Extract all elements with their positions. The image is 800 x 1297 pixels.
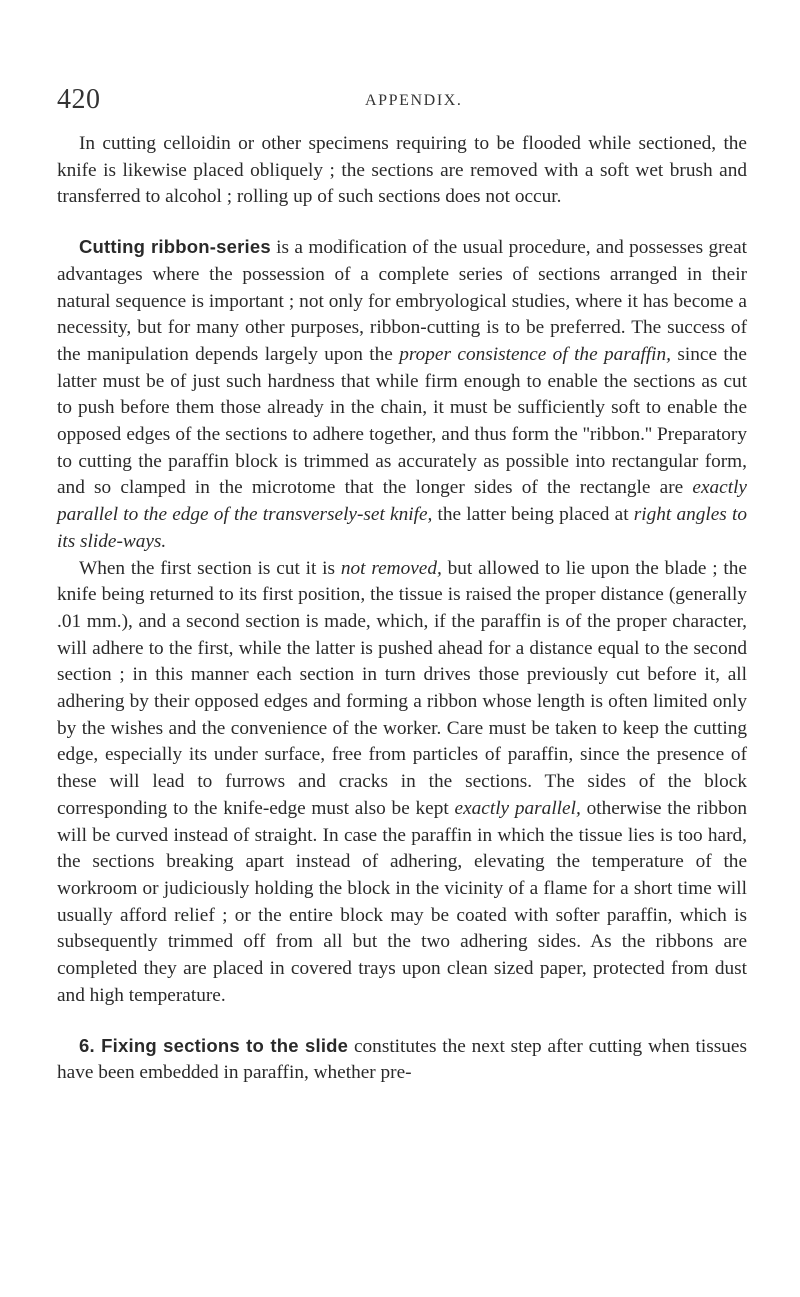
body-text <box>57 131 747 1087</box>
paragraph-text: is a modification of the usual procedure, and possesses great advantages where the possession of a complete series of sections arranged in their natural sequence is important ; not only for embryological studies, where it has become a necessity, but for many other purposes, ribbon-cutting is to be preferred. The success of the manipulation depends largely upon the <box>57 237 747 365</box>
paragraph-ribbon-series <box>57 234 747 555</box>
paragraph-text: the latter being placed at <box>432 504 634 526</box>
paragraph-text: since the latter must be of just such hardness that while firm enough to enable the sections as cut to push before them those already in the chain, it must be sufficiently soft to enable the opposed edges of the sections to adhere together, and thus form the ''ribbon.'' Preparatory to cutting the paraffin block is trimmed as accurately as possible into rectangular form, and so clamped in the microtome that the longer sides of the rectangle are <box>57 343 747 499</box>
emphasis-text: not removed, <box>340 557 442 579</box>
paragraph-text: constitutes the next step after cutting when tissues have been embedded in paraffin, whether pre- <box>57 1035 747 1084</box>
emphasis-text: exactly parallel, <box>454 797 581 819</box>
running-head: APPENDIX. <box>365 92 463 109</box>
section-heading-ribbon-series: Cutting ribbon-series <box>79 236 271 258</box>
paragraph-text: In cutting celloidin or other specimens requiring to be flooded while sectioned, the knife is likewise placed obliquely ; the sections are removed with a soft wet brush and transferred to alcohol ; rolling up of such sections does not occur. <box>57 133 747 208</box>
section-heading-fixing-sections: 6. Fixing sections to the slide <box>79 1034 349 1056</box>
paragraph-text: When the first section is cut it is <box>79 557 341 579</box>
page-number: 420 <box>57 84 101 115</box>
page-header <box>57 84 747 124</box>
emphasis-text: proper consistence of the paraffin, <box>399 343 671 365</box>
paragraph-fixing-sections <box>57 1033 747 1087</box>
emphasis-text: exactly parallel to the edge of the transversely-set knife, <box>57 477 747 526</box>
paragraph-text: but allowed to lie upon the blade ; the knife being returned to its first position, the tissue is raised the proper distance (generally .01 mm.), and a second section is made, which, if the paraffin is of the proper character, will adhere to the first, while the latter is pushed ahead for a distance equal to the second section ; in this manner each section in turn drives those previously cut before it, all adhering by their opposed edges and forming a ribbon whose length is often limited only by the wishes and the convenience of the worker. Care must be taken to keep the cutting edge, especially its under surface, free from particles of paraffin, since the presence of these will lead to furrows and cracks in the sections. The sides of the block corresponding to the knife-edge must also be kept <box>57 557 747 819</box>
emphasis-text: right angles to its slide-ways. <box>57 504 748 552</box>
paragraph-text: otherwise the ribbon will be curved instead of straight. In case the paraffin in which the tissue lies is too hard, the sections breaking apart instead of adhering, elevating the temperature of the workroom or judiciously holding the block in the vicinity of a flame for a short time will usually afford relief ; or the entire block may be coated with softer paraffin, which is subsequently trimmed off from all but the two adhering sides. As the ribbons are completed they are placed in covered trays upon clean sized paper, protected from dust and high temperature. <box>57 797 747 1006</box>
paragraph-celloidin <box>57 131 747 211</box>
paragraph-first-section <box>57 556 747 1010</box>
